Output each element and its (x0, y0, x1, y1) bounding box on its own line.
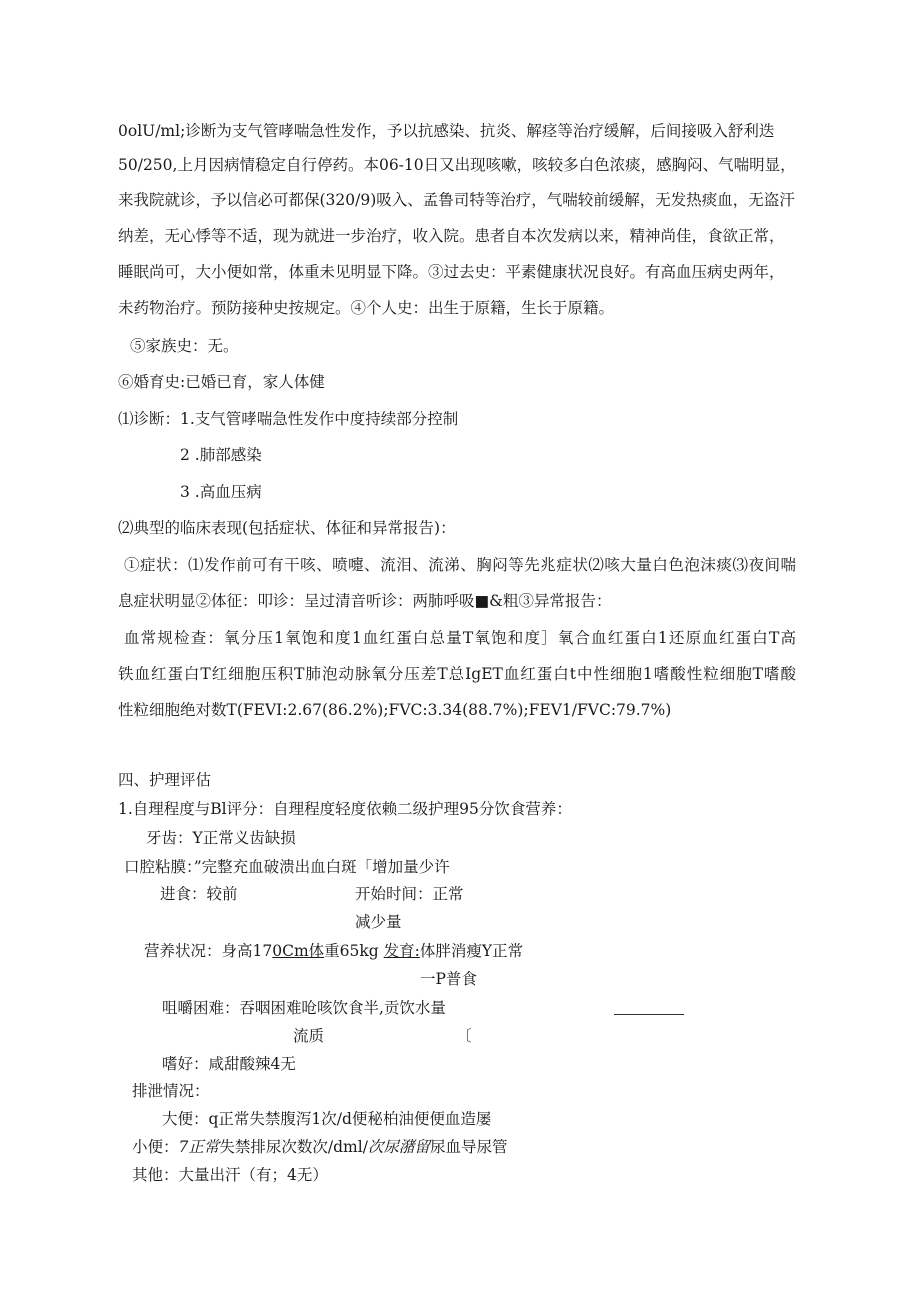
bracket-mark: 〔 (456, 1027, 472, 1045)
urine-retention: 次尿潴留 (367, 1138, 430, 1156)
nutrition-height-unit: 0Cm (272, 942, 309, 960)
nutrition-weight-value: 重65kg (324, 942, 379, 960)
family-history: ⑤家族史：无。 (130, 337, 239, 355)
blood-line-3: 性粒细胞绝对数T(FEVI:2.67(86.2%);FVC:3.34(88.7%);FEV1/FVC:79.7%) (118, 701, 672, 719)
urine-line (132, 1136, 507, 1158)
chewing-line: 咀嚼困难：吞咽困难呛咳饮食半,贡饮水量 (162, 999, 446, 1017)
clinical-head: ⑵典型的临床表现(包括症状、体征和异常报告)： (118, 519, 456, 537)
history-line-3: 来我院就诊，予以信必可都保(320/9)吸入、孟鲁司特等治疗，气喘较前缓解，无发热痰血，无盗汗 (118, 191, 795, 209)
marriage-history: ⑥婚育史:已婚已育，家人体健 (118, 373, 325, 391)
nutrition-body-type: 体胖消瘦Y正常 (419, 942, 524, 960)
urine-frequency: 失禁排尿次数次/dml/ (219, 1138, 368, 1156)
assessment-item-1: 1.自理程度与Bl评分：自理程度轻度依赖二级护理95分饮食营养： (118, 800, 572, 818)
liquid-diet: 流质 (293, 1027, 325, 1045)
assessment-title: 四、护理评估 (118, 771, 212, 789)
urine-other: 尿血导尿管 (429, 1138, 508, 1156)
blood-line-1: 血常规检查：氧分压1氧饱和度1血红蛋白总量T氧饱和度］氧合血红蛋白1还原血红蛋白T高 (124, 629, 796, 647)
symptom-line-2: 息症状明显②体征：叩诊：呈过清音听诊：两肺呼吸■&粗③异常报告： (118, 592, 612, 610)
history-line-1: 0olU/ml;诊断为支气管哮喘急性发作，予以抗感染、抗炎、解痉等治疗缓解，后间接吸入舒利迭 (118, 122, 775, 140)
decrease-amount: 减少量 (355, 913, 402, 931)
blood-line-2: 铁血红蛋白T红细胞压积T肺泡动脉氧分压差T总IgET血红蛋白t中性细胞1嗜酸性粒细胞T嗜酸 (118, 665, 796, 683)
nutrition-weight-label: 体 (308, 942, 325, 960)
history-line-2: 50/250,上月因病情稳定自行停药。本06-10日又出现咳嗽，咳较多白色浓痰，感胸闷、气喘明显， (118, 156, 796, 174)
start-time: 开始时间：正常 (355, 885, 464, 903)
stool-line: 大便：q正常失禁腹泻1次/d便秘柏油便便血造屡 (162, 1110, 492, 1128)
preference-line: 嗜好：咸甜酸辣4无 (162, 1055, 296, 1073)
urine-label: 小便： (132, 1138, 179, 1156)
nutrition-height-label: 营养状况：身高17 (144, 942, 273, 960)
teeth-line: 牙齿：Y正常义齿缺损 (146, 829, 296, 847)
oral-mucosa-line: 口腔粘膜：”完整充血破溃出血白斑「增加量少许 (124, 858, 450, 876)
diagnosis-head: ⑴诊断：1.支气管哮喘急性发作中度持续部分控制 (118, 410, 459, 428)
diet-type: 一P普食 (420, 970, 477, 988)
urine-normal: 7正常 (178, 1138, 220, 1156)
excretion-title: 排泄情况： (132, 1082, 210, 1100)
history-line-5: 睡眠尚可，大小便如常，体重未见明显下降。③过去史：平素健康状况良好。有高血压病史两年， (118, 263, 785, 281)
symptom-line-1: ①症状：⑴发作前可有干咳、喷嚏、流泪、流涕、胸闷等先兆症状⑵咳大量白色泡沫痰⑶夜间喘 (124, 556, 796, 574)
fill-in-blank-line (614, 1014, 684, 1015)
intake-label: 进食：较前 (160, 885, 238, 903)
diagnosis-item-2: 2 .肺部感染 (180, 446, 262, 464)
nutrition-line (144, 940, 523, 962)
history-line-6: 未药物治疗。预防接种史按规定。④个人史：出生于原籍，生长于原籍。 (118, 299, 615, 317)
other-line: 其他：大量出汗（有；4无） (132, 1166, 328, 1184)
nutrition-development-label: 发育: (383, 942, 420, 960)
diagnosis-item-3: 3 .高血压病 (180, 483, 262, 501)
history-line-4: 纳差，无心悸等不适，现为就进一步治疗，收入院。患者自本次发病以来，精神尚佳，食欲正常， (118, 227, 785, 245)
